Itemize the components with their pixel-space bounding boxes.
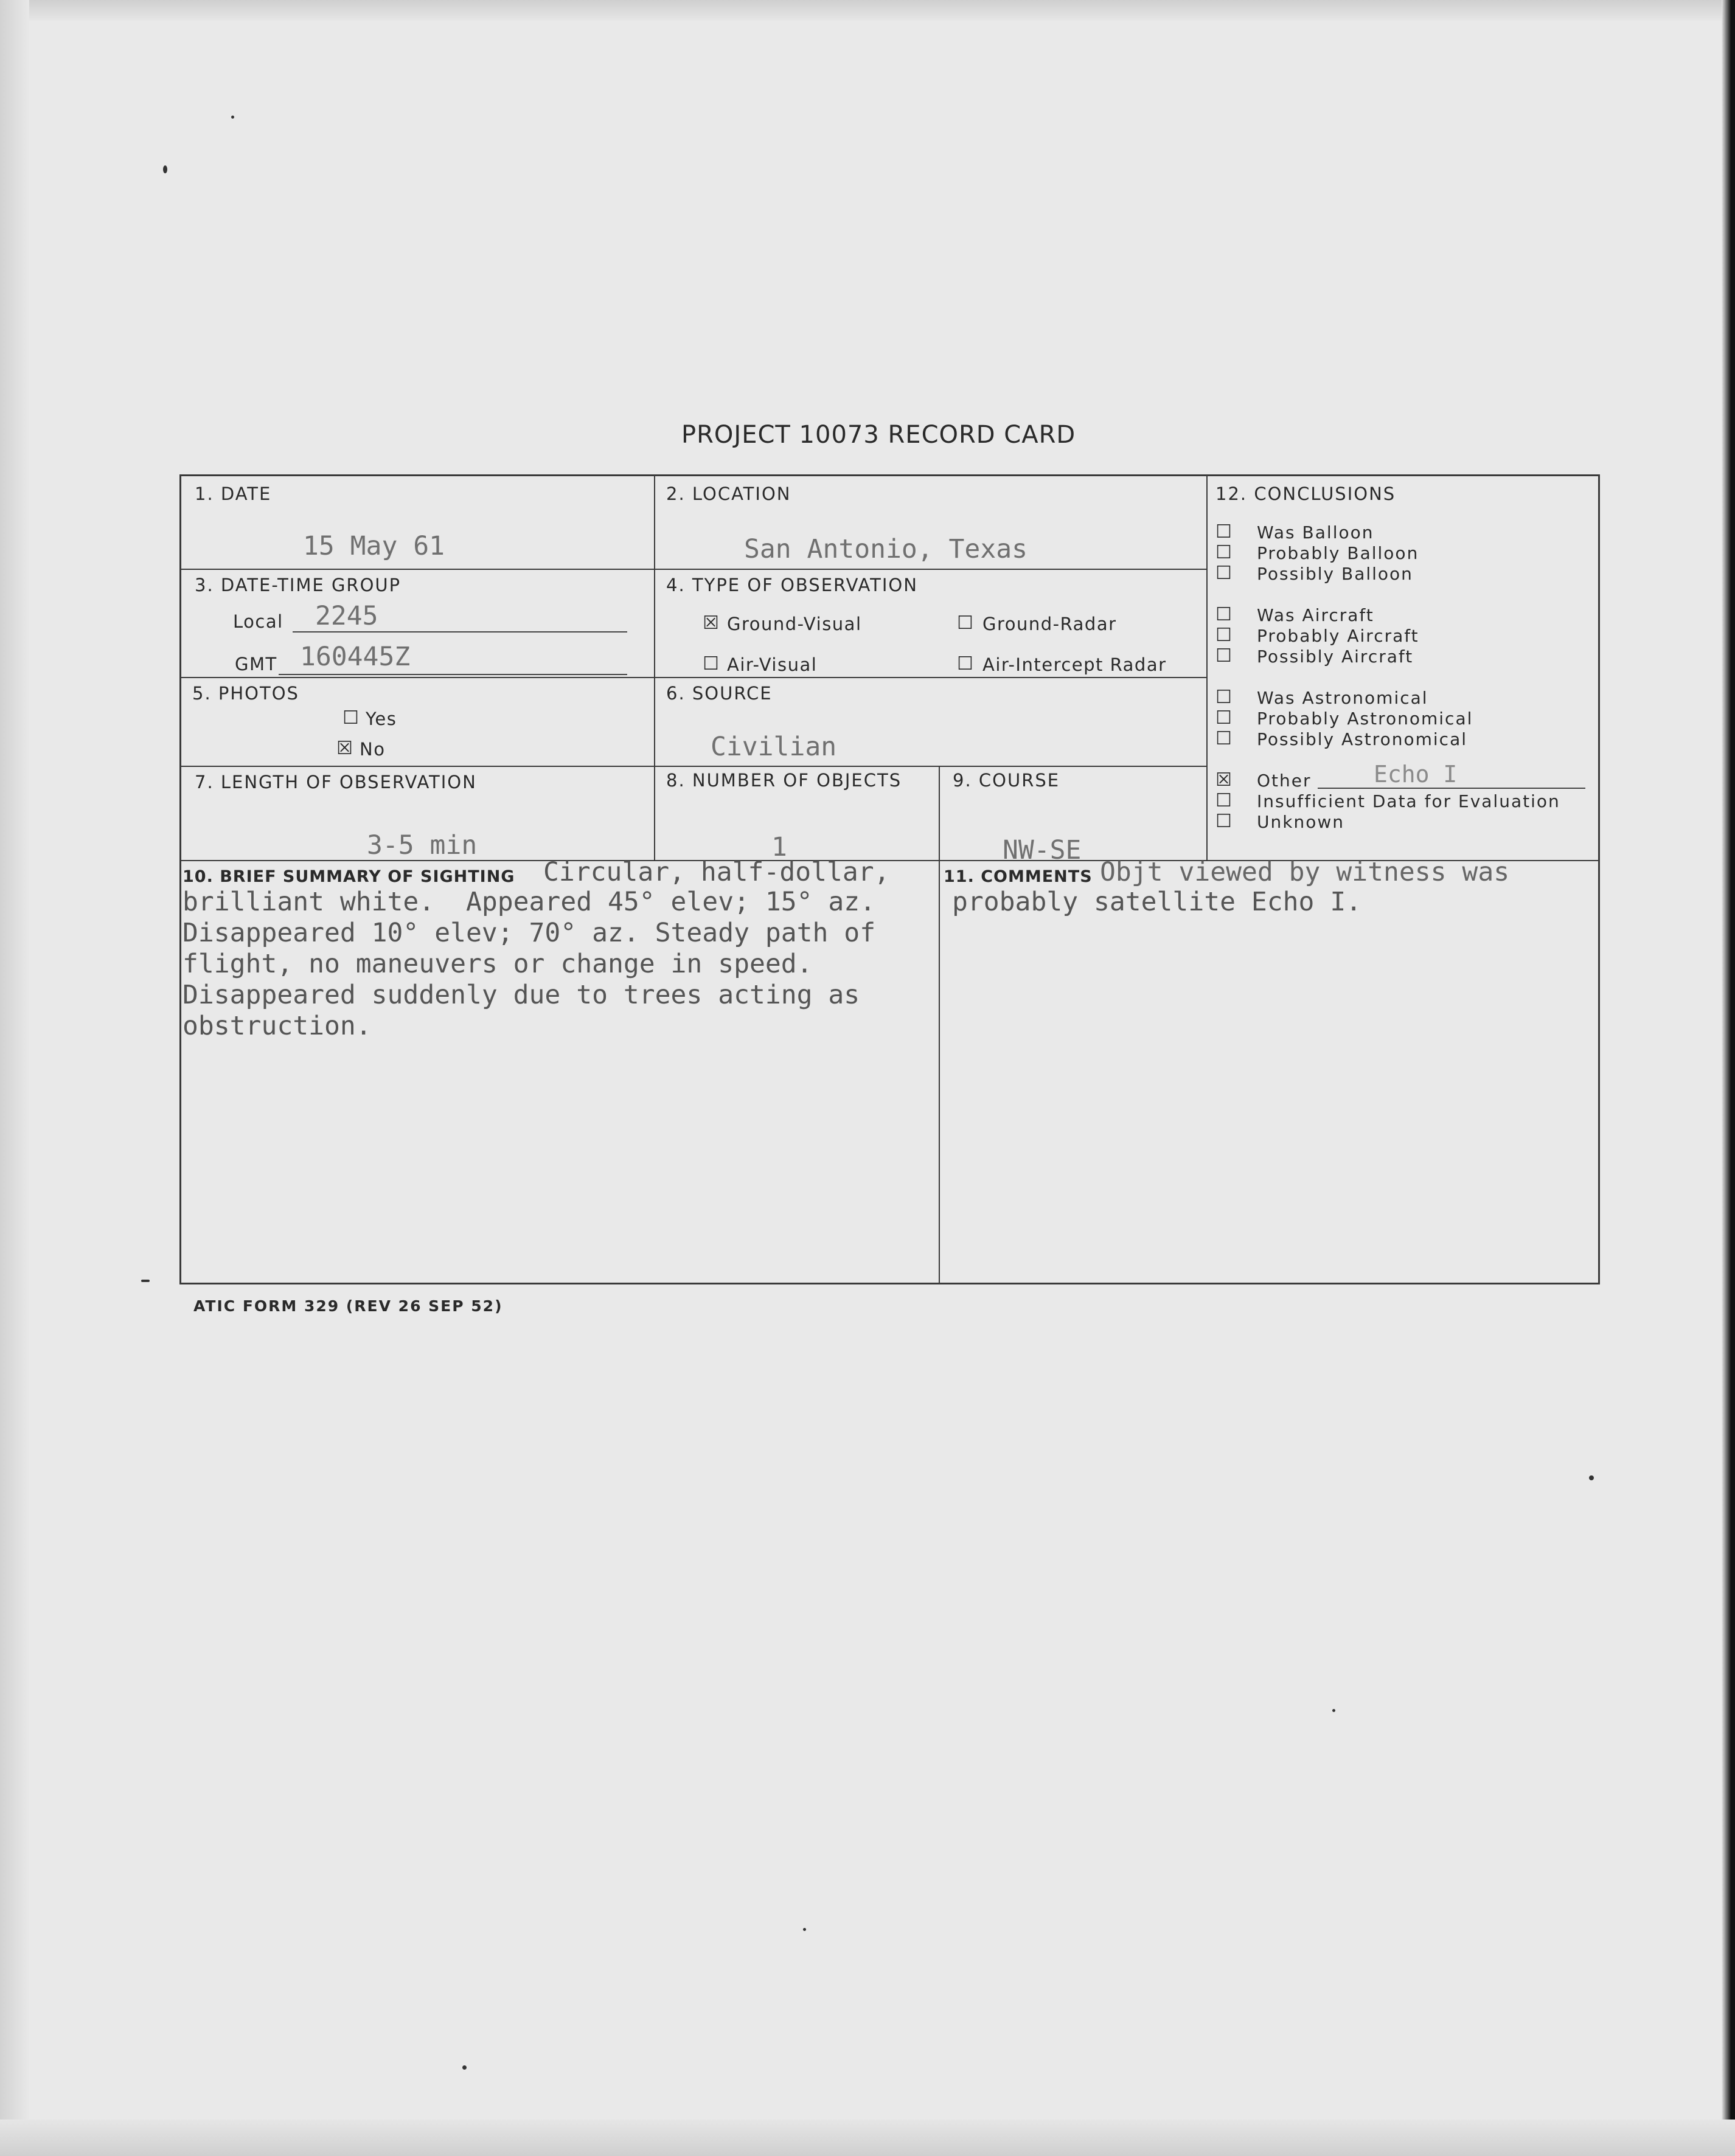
comments-label: 11. COMMENTS xyxy=(944,867,1093,886)
source-label: 6. SOURCE xyxy=(666,683,773,704)
form-title: PROJECT 10073 RECORD CARD xyxy=(681,421,1076,449)
location-label: 2. LOCATION xyxy=(666,484,791,504)
ground-visual-label: Ground-Visual xyxy=(727,614,862,634)
dust-speck xyxy=(462,2065,467,2070)
summary-label: 10. BRIEF SUMMARY OF SIGHTING xyxy=(183,867,515,886)
empty-box-icon: ☐ xyxy=(1215,563,1232,584)
row-divider xyxy=(181,766,1206,767)
location-value: San Antonio, Texas xyxy=(744,534,1027,564)
empty-box-icon: ☐ xyxy=(1215,521,1232,542)
dust-speck xyxy=(231,116,234,119)
dust-speck xyxy=(141,1280,150,1282)
conclusion-label: Probably Astronomical xyxy=(1257,709,1473,729)
empty-box-icon: ☐ xyxy=(342,707,359,729)
empty-box-icon: ☐ xyxy=(1215,728,1232,749)
empty-box-icon: ☐ xyxy=(1215,811,1232,832)
conclusion-label: Insufficient Data for Evaluation xyxy=(1257,791,1560,811)
column-divider xyxy=(939,766,940,1283)
dust-speck xyxy=(803,1928,806,1931)
empty-box-icon: ☐ xyxy=(1215,790,1232,811)
row-divider xyxy=(181,569,1206,570)
source-value: Civilian xyxy=(711,732,837,762)
column-divider xyxy=(654,476,655,860)
checked-box-icon: ☒ xyxy=(1215,769,1232,791)
conclusion-label: Unknown xyxy=(1257,812,1344,832)
empty-box-icon: ☐ xyxy=(1215,687,1232,708)
local-time-value: 2245 xyxy=(315,601,378,631)
conclusion-label: Other xyxy=(1257,771,1312,791)
form-number: ATIC FORM 329 (REV 26 SEP 52) xyxy=(193,1297,503,1315)
number-of-objects-label: 8. NUMBER OF OBJECTS xyxy=(666,770,902,791)
local-time-underline xyxy=(293,631,627,633)
scan-edge-right xyxy=(1722,0,1735,2156)
conclusion-label: Possibly Aircraft xyxy=(1257,646,1414,667)
record-card xyxy=(179,474,1600,1284)
conclusion-other-value: Echo I xyxy=(1374,761,1458,788)
scan-edge-left xyxy=(0,0,29,2156)
air-visual-label: Air-Visual xyxy=(727,654,818,675)
course-value: NW-SE xyxy=(1003,835,1082,865)
conclusion-label: Was Astronomical xyxy=(1257,688,1428,708)
empty-box-icon: ☐ xyxy=(957,653,973,674)
comments-text: probably satellite Echo I. xyxy=(952,887,1362,917)
local-time-label: Local xyxy=(233,611,283,632)
conclusions-label: 12. CONCLUSIONS xyxy=(1215,484,1396,504)
empty-box-icon: ☐ xyxy=(1215,707,1232,729)
conclusion-label: Probably Balloon xyxy=(1257,543,1419,563)
photos-no-label: No xyxy=(360,739,386,760)
gmt-underline xyxy=(279,674,627,675)
length-of-observation-label: 7. LENGTH OF OBSERVATION xyxy=(195,772,477,792)
air-intercept-radar-label: Air-Intercept Radar xyxy=(982,654,1167,675)
conclusion-label: Was Balloon xyxy=(1257,522,1374,542)
checked-box-icon: ☒ xyxy=(703,612,719,634)
dust-speck xyxy=(1589,1475,1594,1480)
empty-box-icon: ☐ xyxy=(957,612,973,634)
conclusion-other-underline xyxy=(1318,788,1585,789)
empty-box-icon: ☐ xyxy=(1215,645,1232,667)
date-value: 15 May 61 xyxy=(303,531,445,561)
scan-edge-bottom xyxy=(0,2120,1735,2156)
checked-box-icon: ☒ xyxy=(336,738,353,759)
conclusion-label: Possibly Astronomical xyxy=(1257,729,1468,749)
empty-box-icon: ☐ xyxy=(1215,625,1232,646)
date-time-group-label: 3. DATE-TIME GROUP xyxy=(195,575,402,595)
gmt-label: GMT xyxy=(235,654,277,674)
photos-label: 5. PHOTOS xyxy=(192,683,299,704)
dust-speck xyxy=(1332,1709,1335,1712)
row-divider xyxy=(181,677,1206,678)
empty-box-icon: ☐ xyxy=(703,653,719,674)
photos-yes-label: Yes xyxy=(366,709,397,729)
type-of-observation-label: 4. TYPE OF OBSERVATION xyxy=(666,575,918,595)
summary-first-line: Circular, half-dollar, xyxy=(543,857,890,887)
scan-edge-top xyxy=(0,0,1735,21)
column-divider xyxy=(1206,476,1208,860)
conclusion-label: Possibly Balloon xyxy=(1257,564,1413,584)
dust-speck xyxy=(163,165,167,173)
date-label: 1. DATE xyxy=(195,484,272,504)
empty-box-icon: ☐ xyxy=(1215,542,1232,563)
ground-radar-label: Ground-Radar xyxy=(982,614,1117,634)
summary-text: brilliant white. Appeared 45° elev; 15° az. Disappeared 10° elev; 70° az. Steady path of flight, no maneuvers or change in speed. Disappeared suddenly due to trees acting as obstruction. xyxy=(183,887,876,1041)
number-of-objects-value: 1 xyxy=(771,832,787,862)
length-of-observation-value: 3-5 min xyxy=(367,830,478,861)
empty-box-icon: ☐ xyxy=(1215,604,1232,625)
conclusion-label: Probably Aircraft xyxy=(1257,626,1419,646)
course-label: 9. COURSE xyxy=(953,770,1060,791)
conclusion-label: Was Aircraft xyxy=(1257,605,1374,625)
comments-first-line: Objt viewed by witness was xyxy=(1100,857,1510,887)
gmt-value: 160445Z xyxy=(300,642,411,672)
